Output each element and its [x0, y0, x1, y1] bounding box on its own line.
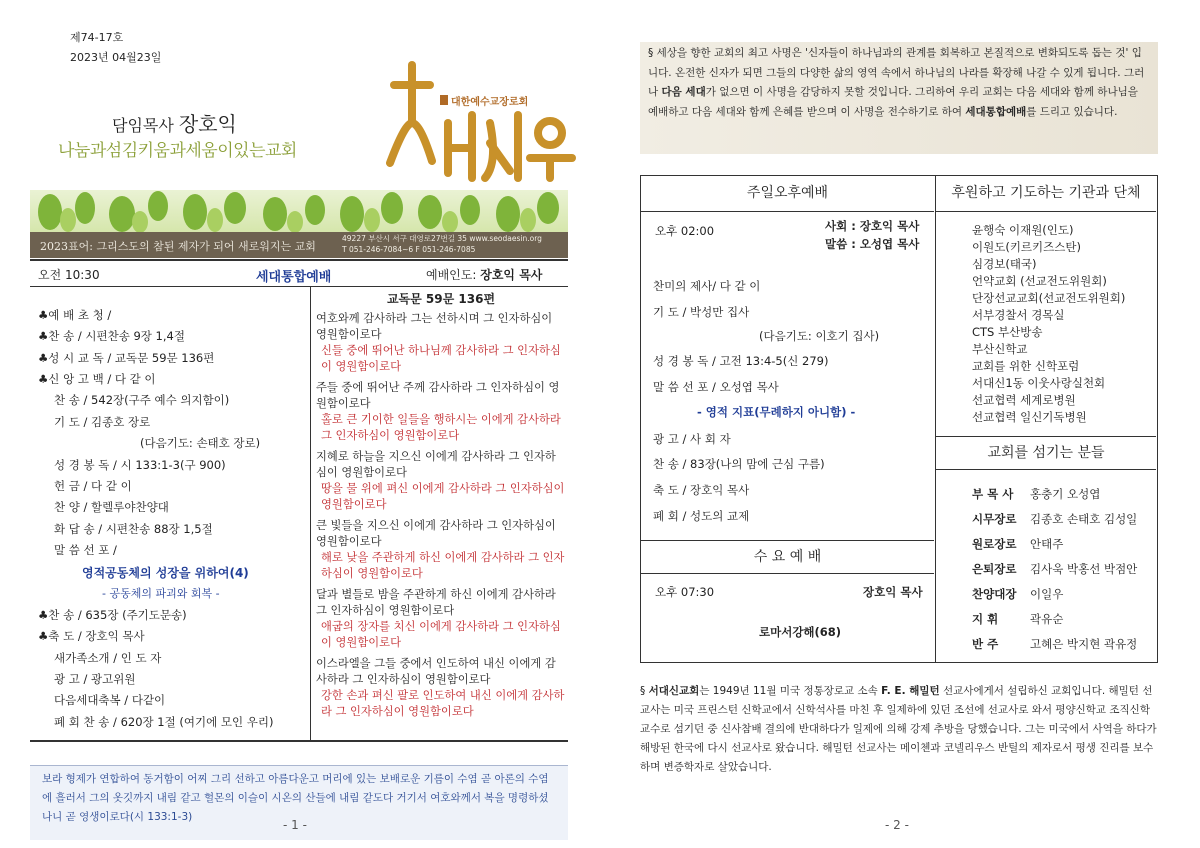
- order-item: ♣예 배 초 청 /: [38, 308, 112, 322]
- reading-block: 이스라엘을 그들 중에서 인도하여 내신 이에게 감사하라 그 인자하심이 영원함이로다 강한 손과 펴신 팔로 인도하여 내신 이에게 감사하라 그 인자하심이 영원함이로다: [316, 657, 565, 718]
- order-item: 새가족소개 / 인 도 자: [54, 651, 162, 665]
- right-frame: [936, 175, 1158, 663]
- scripture-verse: 보라 형제가 연합하여 동거함이 어찌 그리 선하고 아름다운고 머리에 있는 보배로운 기름이 수염 곧 아론의 수염에 흘러서 그의 옷깃까지 내림 같고 헐몬의 이슬이 시온의 산들에 내림 같도다 거기서 여호와께서 복을 명령하셨나니 곧 영생이로다(시 133:1-3): [30, 765, 568, 840]
- serve-row: 반 주 고혜은 박지현 곽유정: [972, 637, 1138, 651]
- support-item: 부산신학교: [972, 342, 1028, 356]
- support-item: 언약교회 (선교전도위원회): [972, 274, 1107, 288]
- sprouts-illustration: [30, 190, 568, 234]
- order-item: 성 경 봉 독 / 시 133:1-3(구 900): [54, 458, 226, 472]
- pm-next-prayer: (다음기도: 이호기 집사): [759, 329, 880, 343]
- support-item: 단장선교교회(선교전도위원회): [972, 291, 1126, 305]
- sermon-title: 영적공동체의 성장을 위하여(4): [82, 566, 249, 580]
- page-number-2: - 2 -: [885, 818, 909, 832]
- pm-time: 오후 02:00: [655, 224, 715, 238]
- serve-list: [972, 482, 1137, 657]
- pm-title: 주일오후예배: [641, 176, 934, 212]
- service-leader: 예배인도: 장호익 목사: [426, 268, 543, 282]
- service-time: 오전 10:30: [38, 268, 100, 282]
- church-history: § 서대신교회는 1949년 11월 미국 정통장로교 소속 F. E. 해밀턴 선교사에게서 설립하신 교회입니다. 해밀턴 선교사는 미국 프린스턴 신학교에서 신학석사를 마친 후 일제하에 있던 조선에 선교사로 와서 평양신학교 조직신학 교수로 섬기던 중 신사참배 결의에 반대하다가 일제에 의해 강제 추방을 당했습니다. 그는 미국에서 사역을 하다가 해방된 한국에 다시 선교사로 왔습니다. 해밀턴 선교사는 메이첸과 코넬리우스 반틸의 제자로서 평생 진리를 보수하며 변증학자로 살았습니다.: [640, 685, 1157, 773]
- wed-topic: 로마서강해(68): [759, 625, 842, 639]
- serve-row: 시무장로 김종호 손태호 김성일: [972, 512, 1138, 526]
- page-1: [30, 28, 568, 840]
- order-item: 폐 회 찬 송 / 620장 1절 (여기에 모인 우리): [54, 715, 274, 729]
- pastor-name: 장호익: [178, 112, 237, 136]
- serve-row: 찬양대장 이일우: [972, 587, 1064, 601]
- pm-order-item: 찬미의 제사/ 다 같 이: [653, 279, 761, 293]
- pastor-title: 담임목사: [112, 116, 174, 135]
- order-item: ♣찬 송 / 시편찬송 9장 1,4절: [38, 329, 185, 343]
- next-prayer: (다음기도: 손태호 장로): [140, 436, 261, 450]
- responsive-reading: [316, 290, 566, 720]
- reading-block: 주들 중에 뛰어난 주께 감사하라 그 인자하심이 영원함이로다 홀로 큰 기이한 일들을 행하시는 이에게 감사하라 그 인자하심이 영원함이로다: [316, 381, 561, 442]
- reading-title: 교독문 59문 136편: [386, 292, 496, 306]
- wed-leader: 장호익 목사: [863, 585, 923, 599]
- pm-order-item: 성 경 봉 독 / 고전 13:4-5(신 279): [653, 354, 829, 368]
- order-item: 헌 금 / 다 같 이: [54, 479, 132, 493]
- yearly-theme: 2023표어: 그리스도의 참된 제자가 되어 새로워지는 교회: [40, 240, 316, 253]
- order-item: ♣찬 송 / 635장 (주기도문송): [38, 608, 187, 622]
- reading-block: 달과 별들로 밤을 주관하게 하신 이에게 감사하라 그 인자하심이 영원함이로다 애굽의 장자를 치신 이에게 감사하라 그 인자하심이 영원함이로다: [316, 588, 561, 649]
- pm-host: 사회 : 장호익 목사: [825, 219, 920, 233]
- serve-row: 지 휘 곽유순: [972, 612, 1064, 626]
- issue-date: 2023년 04월23일: [70, 51, 162, 64]
- reading-block: 여호와께 감사하라 그는 선하시며 그 인자하심이 영원함이로다 신들 중에 뛰어난 하나님께 감사하라 그 인자하심이 영원함이로다: [316, 312, 561, 373]
- serve-row: 은퇴장로 김사욱 박홍선 박점안: [972, 562, 1138, 576]
- banner-bar: [30, 232, 568, 258]
- denomination: 대한예수교장로회: [440, 93, 528, 108]
- support-list: [972, 222, 1125, 426]
- support-item: 선교협력 일신기독병원: [972, 410, 1087, 424]
- sermon-subtitle: - 공동체의 파괴와 회복 -: [102, 587, 220, 600]
- order-item: 광 고 / 광고위원: [54, 672, 136, 686]
- pm-order-item: 축 도 / 장호익 목사: [653, 483, 750, 497]
- reading-block: 지혜로 하늘을 지으신 이에게 감사하라 그 인자하심이 영원함이로다 땅을 물 위에 펴신 이에게 감사하라 그 인자하심이 영원함이로다: [316, 450, 565, 511]
- church-address: 49227 부산시 서구 대영로27번길 35 www.seodaesin.org: [342, 234, 542, 243]
- church-phones: T 051-246-7084~6 F 051-246-7085: [342, 245, 476, 254]
- serve-title: 교회를 섬기는 분들: [936, 436, 1156, 470]
- wed-title: 수 요 예 배: [641, 540, 934, 574]
- pm-order-item: 기 도 / 박성만 집사: [653, 305, 750, 319]
- order-item: ♣신 앙 고 백 / 다 같 이: [38, 372, 156, 386]
- order-item: 다음세대축복 / 다같이: [54, 693, 166, 707]
- intro-box: § 세상을 향한 교회의 최고 사명은 '신자들이 하나님과의 관계를 회복하고 본질적으로 변화되도록 돕는 것' 입니다. 온전한 신자가 되면 그들의 다양한 삶의 영역 속에서 하나님의 나라를 확장해 나갈 수 있게 됩니다. 그러나 다음 세대가 없으면 이 사명을 감당하지 못할 것입니다. 그리하여 우리 교회는 다음 세대와 함께 하나님을 예배하고 다음 세대와 함께 은혜를 받으며 이 사명을 전수하기로 하여 세대통합예배를 드리고 있습니다.: [640, 42, 1158, 154]
- page-number-1: - 1 -: [283, 818, 307, 832]
- support-item: 교회를 위한 신학포럼: [972, 359, 1080, 373]
- pm-preacher: 말씀 : 오성엽 목사: [825, 237, 920, 251]
- page-2: [640, 42, 1158, 842]
- support-item: 윤행숙 이재원(인도): [972, 223, 1074, 237]
- pm-order-item: 폐 회 / 성도의 교제: [653, 509, 750, 523]
- church-name: 서대신교회: [360, 38, 438, 57]
- order-item: 말 씀 선 포 /: [54, 543, 117, 557]
- support-item: 서부경찰서 경목실: [972, 308, 1065, 322]
- support-item: 선교협력 세계로병원: [972, 393, 1076, 407]
- order-item: 찬 송 / 542장(구주 예수 의지함이): [54, 393, 230, 407]
- order-item: ♣축 도 / 장호익 목사: [38, 629, 145, 643]
- service-name: 세대통합예배: [256, 270, 332, 285]
- church-motto: 나눔과섬김키움과세움이있는교회: [58, 141, 297, 161]
- pm-order-item: 광 고 / 사 회 자: [653, 432, 731, 446]
- wed-time: 오후 07:30: [655, 585, 715, 599]
- serve-row: 원로장로 안태주: [972, 537, 1064, 551]
- issue-number: 제74-17호: [70, 31, 124, 44]
- order-item: 기 도 / 김종호 장로: [54, 415, 151, 429]
- pm-sermon-topic: - 영적 지표(무례하지 아니함) -: [697, 405, 856, 419]
- order-item: 화 답 송 / 시편찬송 88장 1,5절: [54, 522, 213, 536]
- support-item: CTS 부산방송: [972, 325, 1043, 339]
- pastor-line: [112, 108, 237, 137]
- pm-order-item: 말 씀 선 포 / 오성엽 목사: [653, 380, 779, 394]
- serve-row: 부 목 사 홍충기 오성엽: [972, 487, 1101, 501]
- support-title: 후원하고 기도하는 기관과 단체: [936, 176, 1156, 212]
- reading-block: 큰 빛들을 지으신 이에게 감사하라 그 인자하심이 영원함이로다 해로 낮을 주관하게 하신 이에게 감사하라 그 인자하심이 영원함이로다: [316, 519, 565, 580]
- order-item: 찬 양 / 할렐루야찬양대: [54, 500, 169, 514]
- order-item: ♣성 시 교 독 / 교독문 59문 136편: [38, 351, 215, 365]
- support-item: 서대신1동 이웃사랑실천회: [972, 376, 1106, 390]
- pm-order-item: 찬 송 / 83장(나의 맘에 근심 구름): [653, 457, 825, 471]
- support-item: 이원도(키르키즈스탄): [972, 240, 1081, 254]
- services-frame: [640, 175, 936, 663]
- column-divider: [310, 286, 311, 740]
- support-item: 심경보(태국): [972, 257, 1037, 271]
- church-logo: [360, 38, 580, 188]
